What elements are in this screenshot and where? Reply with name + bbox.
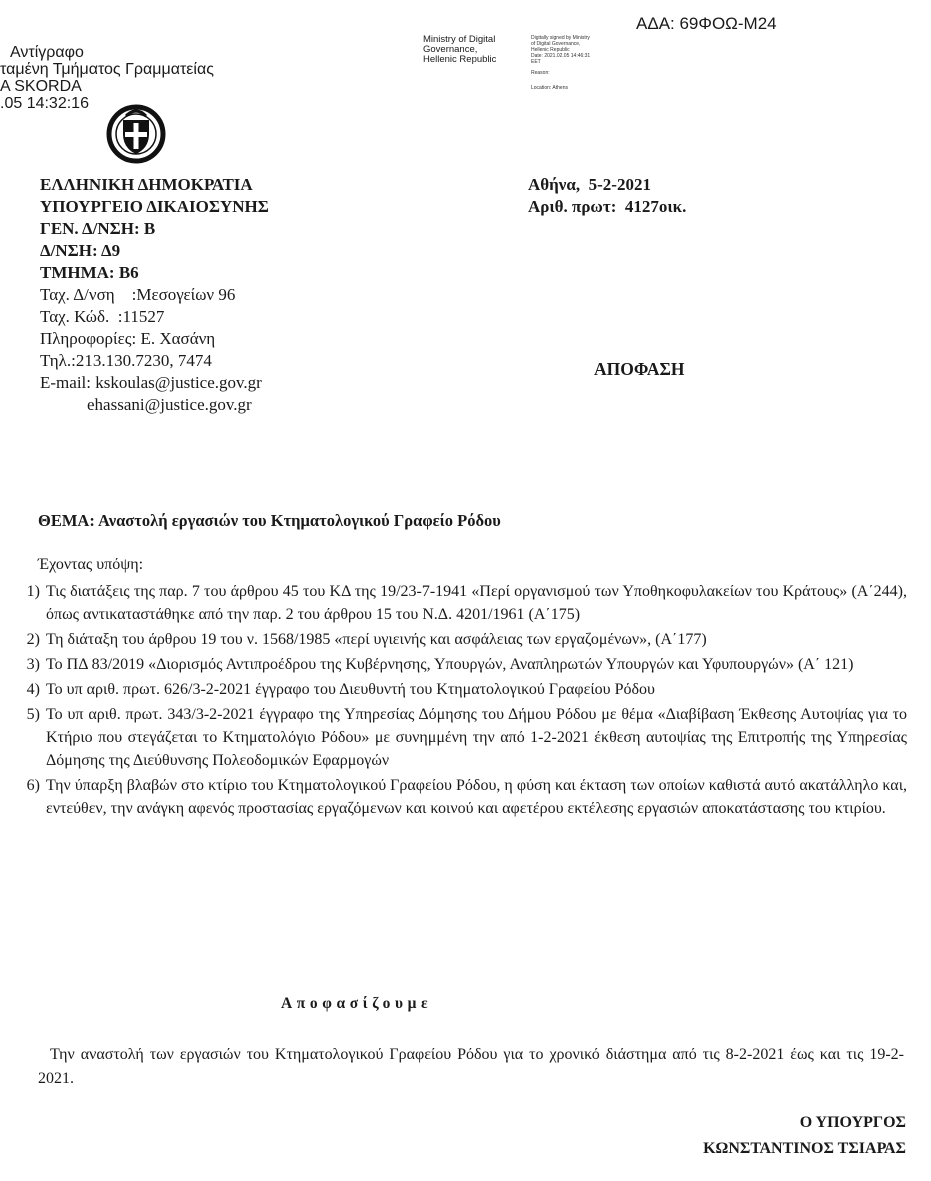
item-text: Το υπ αριθ. πρωτ. 343/3-2-2021 έγγραφο της Υπηρεσίας Δόμησης του Δήμου Ρόδου με θέμα «Διαβίβαση Έκθεσης Αυτοψίας για το Κτήριο που στεγάζεται το Κτηματολόγιο Ρόδου» με συνημμένη την από 1-2-2021 έκθεση αυτοψίας της Επιτροπής της Υπηρεσίας Δόμησης της Διεύθυνσης Πολεοδομικών Εφαρμογών [46, 706, 907, 769]
signature-org-line: Governance, [423, 44, 478, 55]
list-item [10, 774, 907, 820]
protocol-number: Αριθ. πρωτ: 4127οικ. [528, 197, 687, 216]
email-line-2: ehassani@justice.gov.gr [87, 395, 252, 414]
svg-text:Location: Athens: Location: Athens [531, 85, 568, 91]
svg-text:EET: EET [531, 59, 541, 65]
postal-code: Ταχ. Κώδ. :11527 [40, 307, 165, 326]
item-number: 3) [26, 656, 40, 673]
signature-org-line: Ministry of Digital [423, 34, 496, 45]
svg-text:of Digital Governance,: of Digital Governance, [531, 41, 581, 47]
greek-seal-icon [106, 102, 166, 164]
svg-text:Date: 2021.02.05 14:46:31: Date: 2021.02.05 14:46:31 [531, 53, 591, 59]
considerations-list [10, 580, 907, 822]
signature-org-line: Hellenic Republic [423, 54, 497, 65]
ministry-name: ΥΠΟΥΡΓΕΙΟ ΔΙΚΑΙΟΣΥΝΗΣ [40, 197, 269, 216]
department: ΤΜΗΜΑ: Β6 [40, 263, 139, 282]
document-title: ΑΠΟΦΑΣΗ [594, 359, 685, 379]
minister-name: ΚΩΝΣΤΑΝΤΙΝΟΣ ΤΣΙΑΡΑΣ [703, 1140, 906, 1157]
republic-name: ΕΛΛΗΝΙΚΗ ΔΗΜΟΚΡΑΤΙΑ [40, 175, 253, 194]
stamp-line-4: .05 14:32:16 [0, 95, 89, 112]
decide-heading: Αποφασίζουμε [281, 995, 433, 1012]
item-number: 4) [26, 681, 40, 698]
list-item [10, 628, 907, 651]
list-item [10, 653, 907, 676]
list-item [10, 703, 907, 772]
digital-signature-org [423, 35, 496, 65]
svg-text:Reason:: Reason: [531, 70, 550, 76]
decision-text: Την αναστολή των εργασιών του Κτηματολογικού Γραφείου Ρόδου για το χρονικό διάστημα από τις 8-2-2021 έως και τις 19-2-2021. [38, 1046, 904, 1087]
information-contact: Πληροφορίες: Ε. Χασάνη [40, 329, 216, 348]
item-text: Το ΠΔ 83/2019 «Διορισμός Αντιπροέδρου της Κυβέρνησης, Υπουργών, Αναπληρωτών Υπουργών και Υφυπουργών» (Α΄ 121) [46, 656, 854, 673]
ada-code: ΑΔΑ: 69ΦΟΩ-Μ24 [636, 14, 777, 33]
list-item [10, 580, 907, 626]
item-number: 1) [26, 583, 40, 600]
directorate: Δ/ΝΣΗ: Δ9 [40, 241, 121, 260]
stamp-line-2: ταμένη Τμήματος Γραμματείας [0, 61, 214, 78]
stamp-line-1: Αντίγραφο [10, 44, 84, 61]
svg-text:Hellenic Republic: Hellenic Republic [531, 47, 570, 53]
item-number: 2) [26, 631, 40, 648]
item-text: Την ύπαρξη βλαβών στο κτίριο του Κτηματολογικού Γραφείου Ρόδου, η φύση και έκταση των οποίων καθιστά αυτό ακατάλληλο και, εντεύθεν, την ανάγκη αφενός προστασίας εργαζόμενων και κοινού και αφετέρου εκτέλεσης εργασιών αποκατάστασης του κτιρίου. [46, 777, 907, 817]
minister-title: Ο ΥΠΟΥΡΓΟΣ [799, 1114, 906, 1131]
stamp-line-3: A SKORDA [0, 78, 82, 95]
list-item [10, 678, 907, 701]
place-date: Αθήνα, 5-2-2021 [528, 175, 651, 194]
digital-signature-details [529, 33, 639, 95]
subject-line: ΘΕΜΑ: Αναστολή εργασιών του Κτηματολογικού Γραφείο Ρόδου [38, 511, 501, 530]
letterhead [40, 174, 269, 416]
email-line-1: E-mail: kskoulas@justice.gov.gr [40, 373, 262, 392]
general-directorate: ΓΕΝ. Δ/ΝΣΗ: Β [40, 219, 156, 238]
phone-number: Τηλ.:213.130.7230, 7474 [40, 351, 212, 370]
item-text: Τη διάταξη του άρθρου 19 του ν. 1568/1985 «περί υγιεινής και ασφάλειας των εργαζομένων», (Α΄177) [46, 631, 707, 648]
item-number: 6) [26, 777, 40, 794]
postal-address: Ταχ. Δ/νση :Μεσογείων 96 [40, 285, 236, 304]
svg-text:Digitally signed by Ministry: Digitally signed by Ministry [531, 35, 590, 41]
item-text: Τις διατάξεις της παρ. 7 του άρθρου 45 του ΚΔ της 19/23-7-1941 «Περί οργανισμού των Υποθηκοφυλακείων του Κράτους» (Α΄244), όπως αντικαταστάθηκε από την παρ. 2 του άρθρου 15 του Ν.Δ. 4201/1961 (Α΄175) [46, 583, 907, 623]
considering-heading: Έχοντας υπόψη: [38, 556, 144, 573]
item-number: 5) [26, 706, 40, 723]
item-text: Το υπ αριθ. πρωτ. 626/3-2-2021 έγγραφο του Διευθυντή του Κτηματολογικού Γραφείου Ρόδου [46, 681, 655, 698]
place-date-block [528, 174, 686, 218]
